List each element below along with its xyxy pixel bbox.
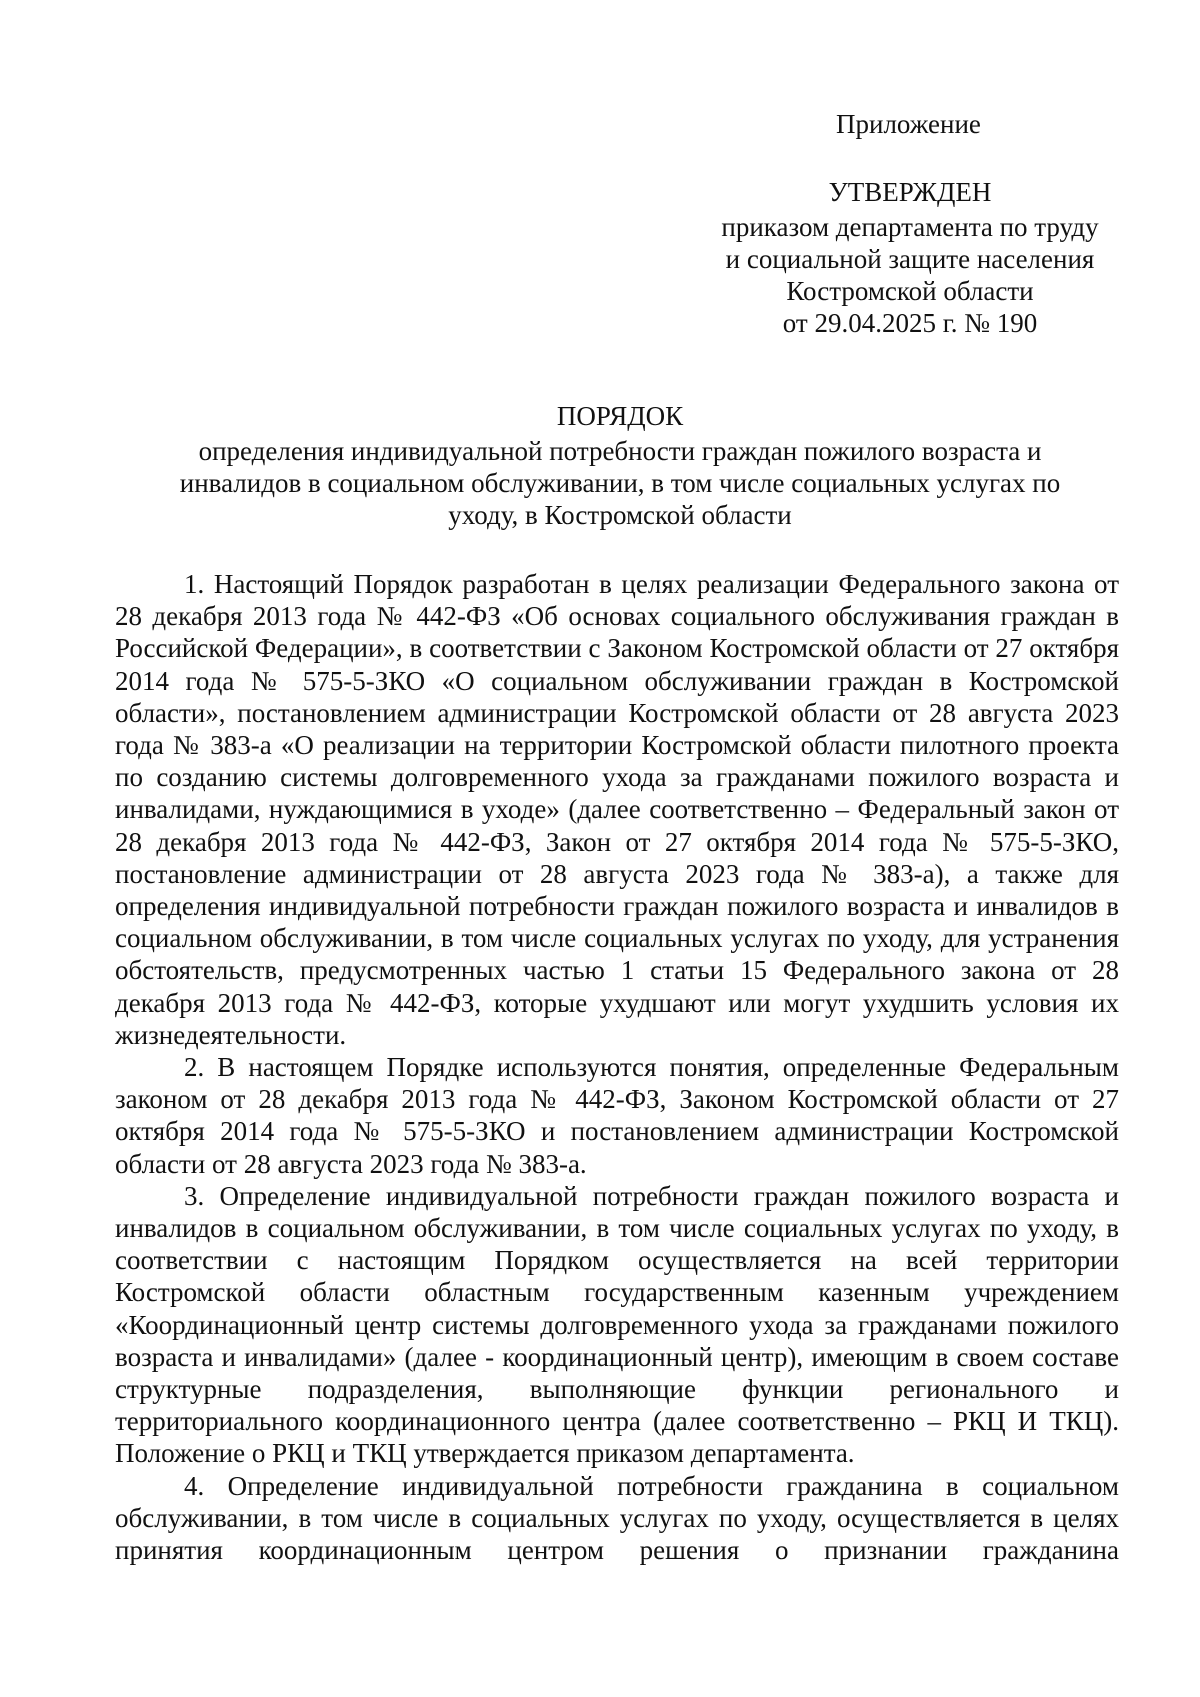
approval-line: и социальной защите населения: [725, 244, 1095, 274]
paragraph-4: 4. Определение индивидуальной потребности гражданина в социальном обслуживании, в том числе в социальных услугах по уходу, осуществляется в целях принятия координационным центром решения о признании гражданина: [115, 1470, 1119, 1566]
approval-line: приказом департамента по труду: [721, 212, 1099, 242]
document-subtitle-line: инвалидов в социальном обслуживании, в том числе социальных услугах по: [179, 468, 1061, 498]
document-subtitle-line: уходу, в Костромской области: [448, 500, 792, 530]
approval-heading: УТВЕРЖДЕН: [828, 177, 992, 207]
document-title: ПОРЯДОК: [556, 401, 684, 431]
approval-order-date-number: от 29.04.2025 г. № 190: [782, 308, 1038, 338]
approval-block: [690, 176, 1130, 339]
document-title-block: [120, 400, 1120, 531]
paragraph-1: 1. Настоящий Порядок разработан в целях реализации Федерального закона от 28 декабря 2013 года № 442-ФЗ «Об основах социального обслуживания граждан в Российской Федерации», в соответствии с Законом Костромской области от 27 октября 2014 года № 575-5-ЗКО «О социальном обслуживании граждан в Костромской области», постановлением администрации Костромской области от 28 августа 2023 года № 383-а «О реализации на территории Костромской области пилотного проекта по созданию системы долговременного ухода за гражданами пожилого возраста и инвалидами, нуждающимися в уходе» (далее соответственно – Федеральный закон от 28 декабря 2013 года № 442-ФЗ, Закон от 27 октября 2014 года № 575-5-ЗКО, постановление администрации от 28 августа 2023 года № 383-а), а также для определения индивидуальной потребности граждан пожилого возраста и инвалидов в социальном обслуживании, в том числе социальных услугах по уходу, для устранения обстоятельств, предусмотренных частью 1 статьи 15 Федерального закона от 28 декабря 2013 года № 442-ФЗ, которые ухудшают или могут ухудшить условия их жизнедеятельности.: [115, 569, 1119, 1050]
appendix-label: Приложение: [836, 109, 981, 139]
document-subtitle-line: определения индивидуальной потребности граждан пожилого возраста и: [198, 436, 1042, 466]
paragraph-2: 2. В настоящем Порядке используются понятия, определенные Федеральным законом от 28 декабря 2013 года № 442-ФЗ, Законом Костромской области от 27 октября 2014 года № 575-5-ЗКО и постановлением администрации Костромской области от 28 августа 2023 года № 383-а.: [115, 1052, 1119, 1179]
paragraph-3: 3. Определение индивидуальной потребности граждан пожилого возраста и инвалидов в социальном обслуживании, в том числе социальных услугах по уходу, в соответствии с настоящим Порядком осуществляется на всей территории Костромской области областным государственным казенным учреждением «Координационный центр системы долговременного ухода за гражданами пожилого возраста и инвалидами» (далее - координационный центр), имеющим в своем составе структурные подразделения, выполняющие функции регионального и территориального координационного центра (далее соответственно – РКЦ И ТКЦ). Положение о РКЦ и ТКЦ утверждается приказом департамента.: [115, 1180, 1119, 1469]
approval-line: Костромской области: [786, 276, 1034, 306]
document-body: [115, 568, 1119, 1566]
